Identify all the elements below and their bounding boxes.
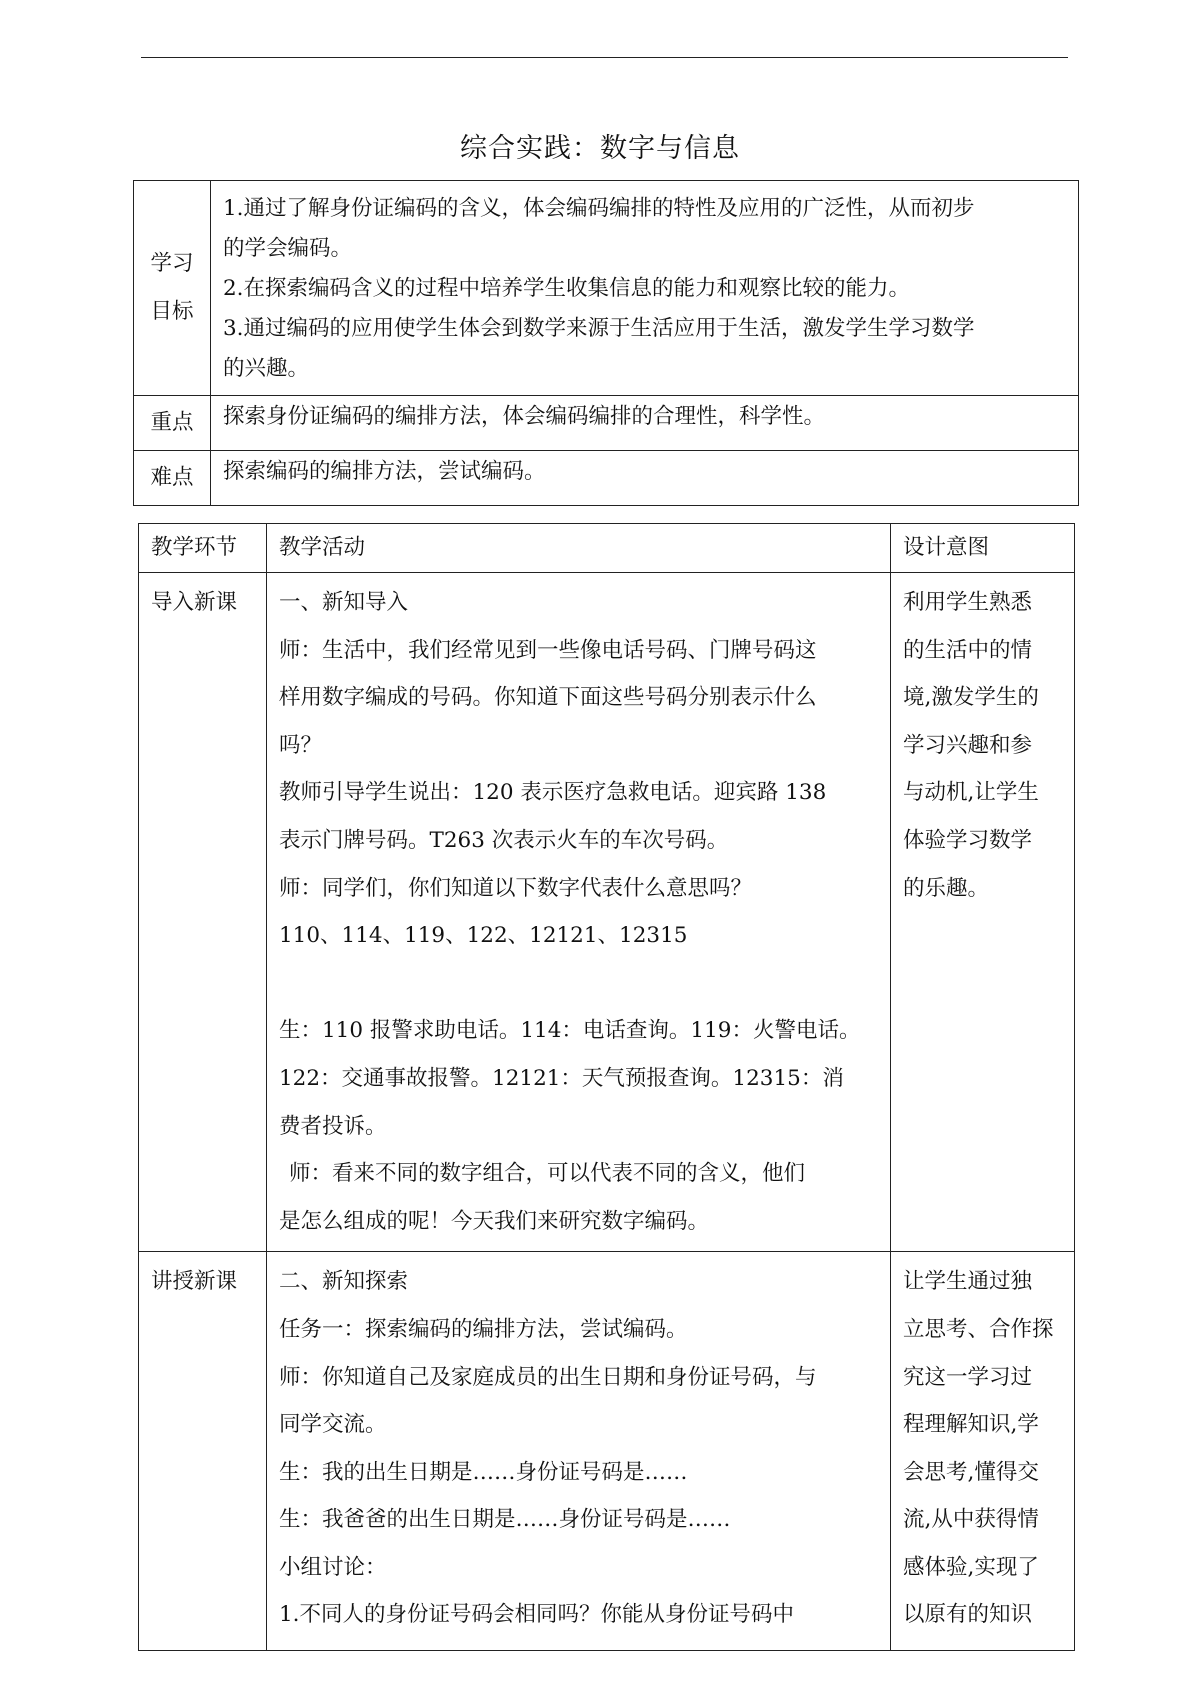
lesson-row-intro bbox=[139, 573, 1075, 1252]
activity-line: 122：交通事故报警。12121：天气预报查询。12315：消 bbox=[279, 1065, 844, 1091]
objective-line: 2.在探索编码含义的过程中培养学生收集信息的能力和观察比较的能力。 bbox=[223, 276, 911, 301]
header-intent: 设计意图 bbox=[891, 524, 1075, 573]
header-activity: 教学活动 bbox=[267, 524, 891, 573]
objectives-table bbox=[133, 180, 1079, 506]
intent-line: 究这一学习过 bbox=[903, 1364, 1033, 1390]
lesson-row-explore bbox=[139, 1252, 1075, 1651]
intent-line: 流,从中获得情 bbox=[903, 1507, 1039, 1533]
intent-line: 立思考、合作探 bbox=[903, 1316, 1054, 1342]
objectives-label-line: 学习 bbox=[150, 251, 194, 276]
activity-line: 师：看来不同的数字组合，可以代表不同的含义，他们 bbox=[289, 1161, 806, 1187]
difficulty-label: 难点 bbox=[134, 451, 211, 506]
activity-line: 师：同学们，你们知道以下数字代表什么意思吗？ bbox=[279, 875, 753, 901]
activity-line: 1.不同人的身份证号码会相同吗？你能从身份证号码中 bbox=[279, 1602, 795, 1628]
activity-line: 任务一：探索编码的编排方法，尝试编码。 bbox=[279, 1316, 688, 1342]
activity-line: 费者投诉。 bbox=[279, 1113, 387, 1139]
activity-line: 生：110 报警求助电话。114：电话查询。119：火警电话。 bbox=[279, 1018, 861, 1044]
page-title: 综合实践：数字与信息 bbox=[460, 133, 740, 164]
intent-line: 学习兴趣和参 bbox=[903, 732, 1033, 758]
activity-line: 小组讨论： bbox=[279, 1554, 387, 1580]
objectives-label bbox=[134, 181, 211, 396]
intent-line: 境,激发学生的 bbox=[903, 685, 1039, 711]
objective-line: 3.通过编码的应用使学生体会到数学来源于生活应用于生活，激发学生学习数学 bbox=[223, 316, 975, 341]
activity-line: 样用数字编成的号码。你知道下面这些号码分别表示什么 bbox=[279, 685, 817, 711]
intent-line: 感体验,实现了 bbox=[903, 1554, 1039, 1580]
intent-line: 体验学习数学 bbox=[903, 827, 1033, 853]
objective-line: 的兴趣。 bbox=[223, 356, 310, 381]
key-point-label: 重点 bbox=[134, 396, 211, 451]
activity-line: 生：我爸爸的出生日期是……身份证号码是…… bbox=[279, 1507, 731, 1533]
activity-line: 吗？ bbox=[279, 732, 323, 758]
header-rule bbox=[141, 57, 1068, 58]
activity-line: 二、新知探索 bbox=[279, 1269, 409, 1295]
intent-line: 以原有的知识 bbox=[903, 1602, 1033, 1628]
lesson-table-header bbox=[139, 524, 1075, 573]
activity-line: 师：你知道自己及家庭成员的出生日期和身份证号码，与 bbox=[279, 1364, 817, 1390]
intent-cell bbox=[891, 573, 1075, 1252]
activity-line: 表示门牌号码。T263 次表示火车的车次号码。 bbox=[279, 827, 729, 853]
intent-line: 程理解知识,学 bbox=[903, 1412, 1039, 1438]
activity-line: 一、新知导入 bbox=[279, 590, 409, 615]
intent-line: 的乐趣。 bbox=[903, 875, 990, 901]
objectives-content bbox=[211, 181, 1079, 396]
objectives-label-line: 目标 bbox=[150, 299, 194, 324]
intent-line: 让学生通过独 bbox=[903, 1269, 1033, 1295]
activity-line: 110、114、119、122、12121、12315 bbox=[279, 923, 688, 949]
intent-line: 与动机,让学生 bbox=[903, 780, 1039, 806]
key-point-content: 探索身份证编码的编排方法，体会编码编排的合理性，科学性。 bbox=[211, 396, 1079, 451]
activity-line: 是怎么组成的呢！今天我们来研究数字编码。 bbox=[279, 1208, 710, 1234]
activity-cell bbox=[267, 573, 891, 1252]
intent-cell bbox=[891, 1252, 1075, 1651]
objective-line: 1.通过了解身份证编码的含义，体会编码编排的特性及应用的广泛性，从而初步 bbox=[223, 196, 975, 221]
difficulty-content: 探索编码的编排方法，尝试编码。 bbox=[211, 451, 1079, 506]
intent-line: 的生活中的情 bbox=[903, 637, 1033, 663]
header-stage: 教学环节 bbox=[139, 524, 267, 573]
blank-line bbox=[279, 960, 878, 1008]
activity-line: 教师引导学生说出：120 表示医疗急救电话。迎宾路 138 bbox=[279, 780, 827, 806]
activity-line: 生：我的出生日期是……身份证号码是…… bbox=[279, 1459, 688, 1485]
stage-label: 讲授新课 bbox=[151, 1269, 238, 1295]
activity-cell bbox=[267, 1252, 891, 1651]
lesson-table bbox=[138, 523, 1075, 1651]
activity-line: 同学交流。 bbox=[279, 1412, 387, 1438]
intent-line: 利用学生熟悉 bbox=[903, 590, 1033, 615]
objective-line: 的学会编码。 bbox=[223, 236, 353, 261]
stage-cell bbox=[139, 573, 267, 1252]
intent-line: 会思考,懂得交 bbox=[903, 1459, 1039, 1485]
activity-line: 师：生活中，我们经常见到一些像电话号码、门牌号码这 bbox=[279, 637, 817, 663]
stage-cell bbox=[139, 1252, 267, 1651]
stage-label: 导入新课 bbox=[151, 590, 238, 615]
